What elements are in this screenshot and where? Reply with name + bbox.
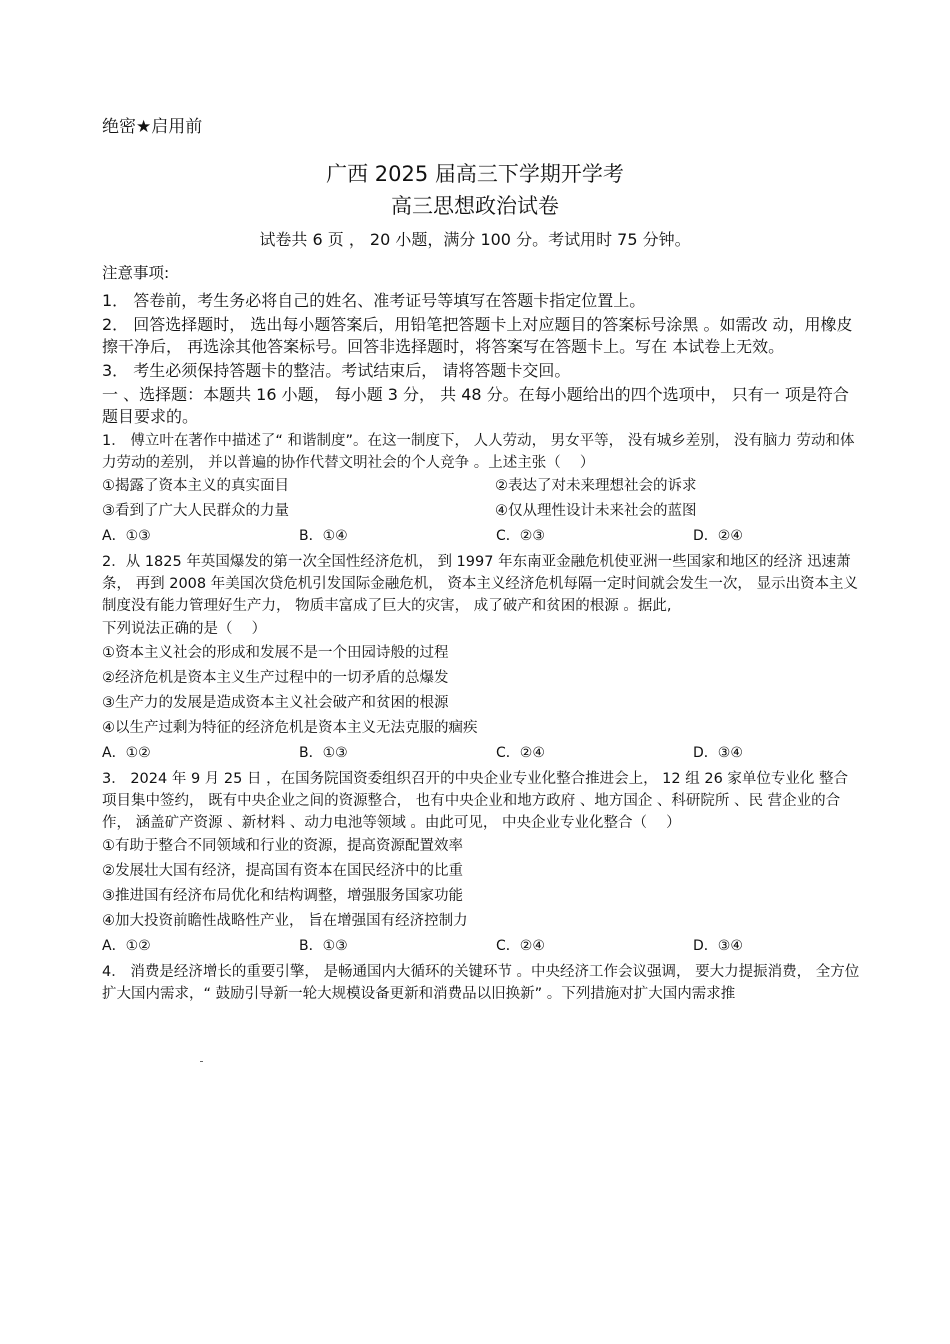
question-2-prompt: 下列说法正确的是（ ） <box>102 621 267 637</box>
option-2: ②发展壮大国有经济，提高国有资本在国民经济中的比重 <box>102 863 463 879</box>
answer-b: B．①③ <box>299 938 348 954</box>
notice-title: 注意事项: <box>102 264 170 282</box>
answer-a: A．①③ <box>102 528 151 544</box>
option-3: ③看到了广大人民群众的力量 <box>102 503 289 519</box>
option-3: ③生产力的发展是造成资本主义社会破产和贫困的根源 <box>102 695 449 711</box>
notice-item: 1． 答卷前，考生务必将自己的姓名、准考证号等填写在答题卡指定位置上。 <box>102 291 646 310</box>
option-1: ①揭露了资本主义的真实面目 <box>102 478 289 494</box>
question-1-options <box>102 474 860 524</box>
option-1: ①有助于整合不同领域和行业的资源，提高资源配置效率 <box>102 838 463 854</box>
exam-body <box>102 262 860 1005</box>
question-3-stem: 3． 2024 年 9 月 25 日 ，在国务院国资委组织召开的中央企业专业化整合推进会上， 12 组 26 家单位专业化 整合项目集中签约， 既有中央企业之间的资源整合， 也有中央企业和地方政府 、地方国企 、科研院所 、民 营企业的合作， 涵盖矿产资源 、新材料 、动力电池等领域 。由此可见， 中央企业专业化整合（ ） <box>102 771 849 831</box>
answer-a: A．①② <box>102 938 151 954</box>
notice-item: 2． 回答选择题时， 选出每小题答案后，用铅笔把答题卡上对应题目的答案标号涂黑 。如需改 动，用橡皮擦干净后， 再选涂其他答案标号。回答非选择题时，将答案写在答题卡上。写在 本试卷上无效。 <box>102 315 853 356</box>
answer-c: C．②④ <box>496 745 545 761</box>
question-3-answers <box>102 934 860 959</box>
question-2-answers <box>102 741 860 766</box>
confidential-label: 绝密★启用前 <box>102 117 203 137</box>
answer-c: C．②③ <box>496 528 545 544</box>
exam-info: 试卷共 6 页 ， 20 小题，满分 100 分。考试用时 75 分钟。 <box>259 230 691 249</box>
option-4: ④以生产过剩为特征的经济危机是资本主义无法克服的痼疾 <box>102 720 478 736</box>
exam-title: 广西 2025 届高三下学期开学考 <box>326 162 624 186</box>
option-1: ①资本主义社会的形成和发展不是一个田园诗般的过程 <box>102 645 449 661</box>
answer-c: C．②④ <box>496 938 545 954</box>
answer-d: D．③④ <box>693 938 743 954</box>
option-4: ④仅从理性设计未来社会的蓝图 <box>495 503 697 519</box>
answer-d: D．②④ <box>693 528 743 544</box>
answer-b: B．①④ <box>299 528 348 544</box>
question-1-stem: 1． 傅立叶在著作中描述了“ 和谐制度”。在这一制度下， 人人劳动， 男女平等， 没有城乡差别， 没有脑力 劳动和体力劳动的差别， 并以普遍的协作代替文明社会的个人竞争 。上述主张（ ） <box>102 433 855 471</box>
question-4-stem: 4． 消费是经济增长的重要引擎， 是畅通国内大循环的关键环节 。中央经济工作会议强调， 要大力提振消费， 全方位扩大国内需求，“ 鼓励引导新一轮大规模设备更新和消费品以旧换新” 。下列措施对扩大国内需求推 <box>102 964 860 1002</box>
page-mark <box>200 1061 203 1062</box>
option-4: ④加大投资前瞻性战略性产业， 旨在增强国有经济控制力 <box>102 913 468 929</box>
notice-item: 3． 考生必须保持答题卡的整洁。考试结束后， 请将答题卡交回。 <box>102 361 571 380</box>
answer-d: D．③④ <box>693 745 743 761</box>
exam-subtitle: 高三思想政治试卷 <box>391 194 559 218</box>
question-1-answers <box>102 524 860 549</box>
option-3: ③推进国有经济布局优化和结构调整，增强服务国家功能 <box>102 888 463 904</box>
section-heading: 一 、选择题：本题共 16 小题， 每小题 3 分， 共 48 分。在每小题给出的四个选项中， 只有一 项是符合题目要求的。 <box>102 385 849 426</box>
answer-b: B．①③ <box>299 745 348 761</box>
question-2-stem: 2．从 1825 年英国爆发的第一次全国性经济危机， 到 1997 年东南亚金融危机使亚洲一些国家和地区的经济 迅速萧条， 再到 2008 年美国次贷危机引发国际金融危机， 资本主义经济危机每隔一定时间就会发生一次， 显示出资本主义制度没有能力管理好生产力， 物质丰富成了巨大的灾害， 成了破产和贫困的根源 。据此, <box>102 554 858 614</box>
option-2: ②表达了对未来理想社会的诉求 <box>495 478 697 494</box>
option-2: ②经济危机是资本主义生产过程中的一切矛盾的总爆发 <box>102 670 449 686</box>
answer-a: A．①② <box>102 745 151 761</box>
